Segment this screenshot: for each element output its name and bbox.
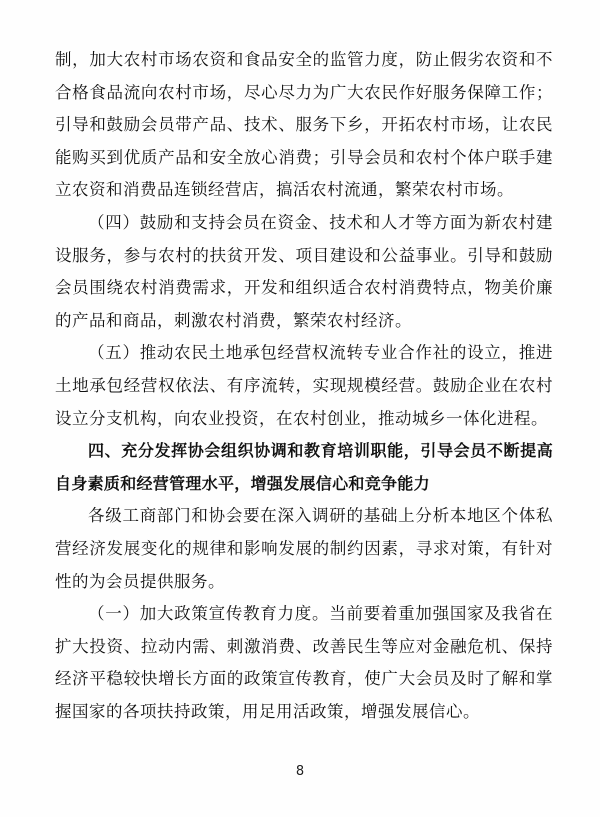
document-body [55,44,553,728]
page-number: 8 [295,764,305,779]
paragraph-section-intro: 各级工商部门和协会要在深入调研的基础上分析本地区个体私营经济发展变化的规律和影响发展的制约因素，寻求对策，有针对性的为会员提供服务。 [55,506,553,591]
section-heading: 四、充分发挥协会组织协调和教育培训职能，引导会员不断提高自身素质和经营管理水平，增强发展信心和竞争能力 [55,441,553,493]
paragraph-item-5: （五）推动农民土地承包经营权流转专业合作社的设立，推进土地承包经营权依法、有序流转，实现规模经营。鼓励企业在农村设立分支机构，向农业投资，在农村创业，推动城乡一体化进程。 [55,343,553,428]
paragraph-continuation: 制，加大农村市场农资和食品安全的监管力度，防止假劣农资和不合格食品流向农村市场，尽心尽力为广大农民作好服务保障工作；引导和鼓励会员带产品、技术、服务下乡，开拓农村市场，让农民能购买到优质产品和安全放心消费；引导会员和农村个体户联手建立农资和消费品连锁经营店，搞活农村流通，繁荣农村市场。 [55,50,553,200]
paragraph-item-1: （一）加大政策宣传教育力度。当前要着重加强国家及我省在扩大投资、拉动内需、刺激消费、改善民生等应对金融危机、保持经济平稳较快增长方面的政策宣传教育，使广大会员及时了解和掌握国家的各项扶持政策，用足用活政策，增强发展信心。 [55,604,553,721]
paragraph-item-4: （四）鼓励和支持会员在资金、技术和人才等方面为新农村建设服务，参与农村的扶贫开发、项目建设和公益事业。引导和鼓励会员围绕农村消费需求，开发和组织适合农村消费特点，物美价廉的产品和商品，刺激农村消费，繁荣农村经济。 [55,212,553,330]
